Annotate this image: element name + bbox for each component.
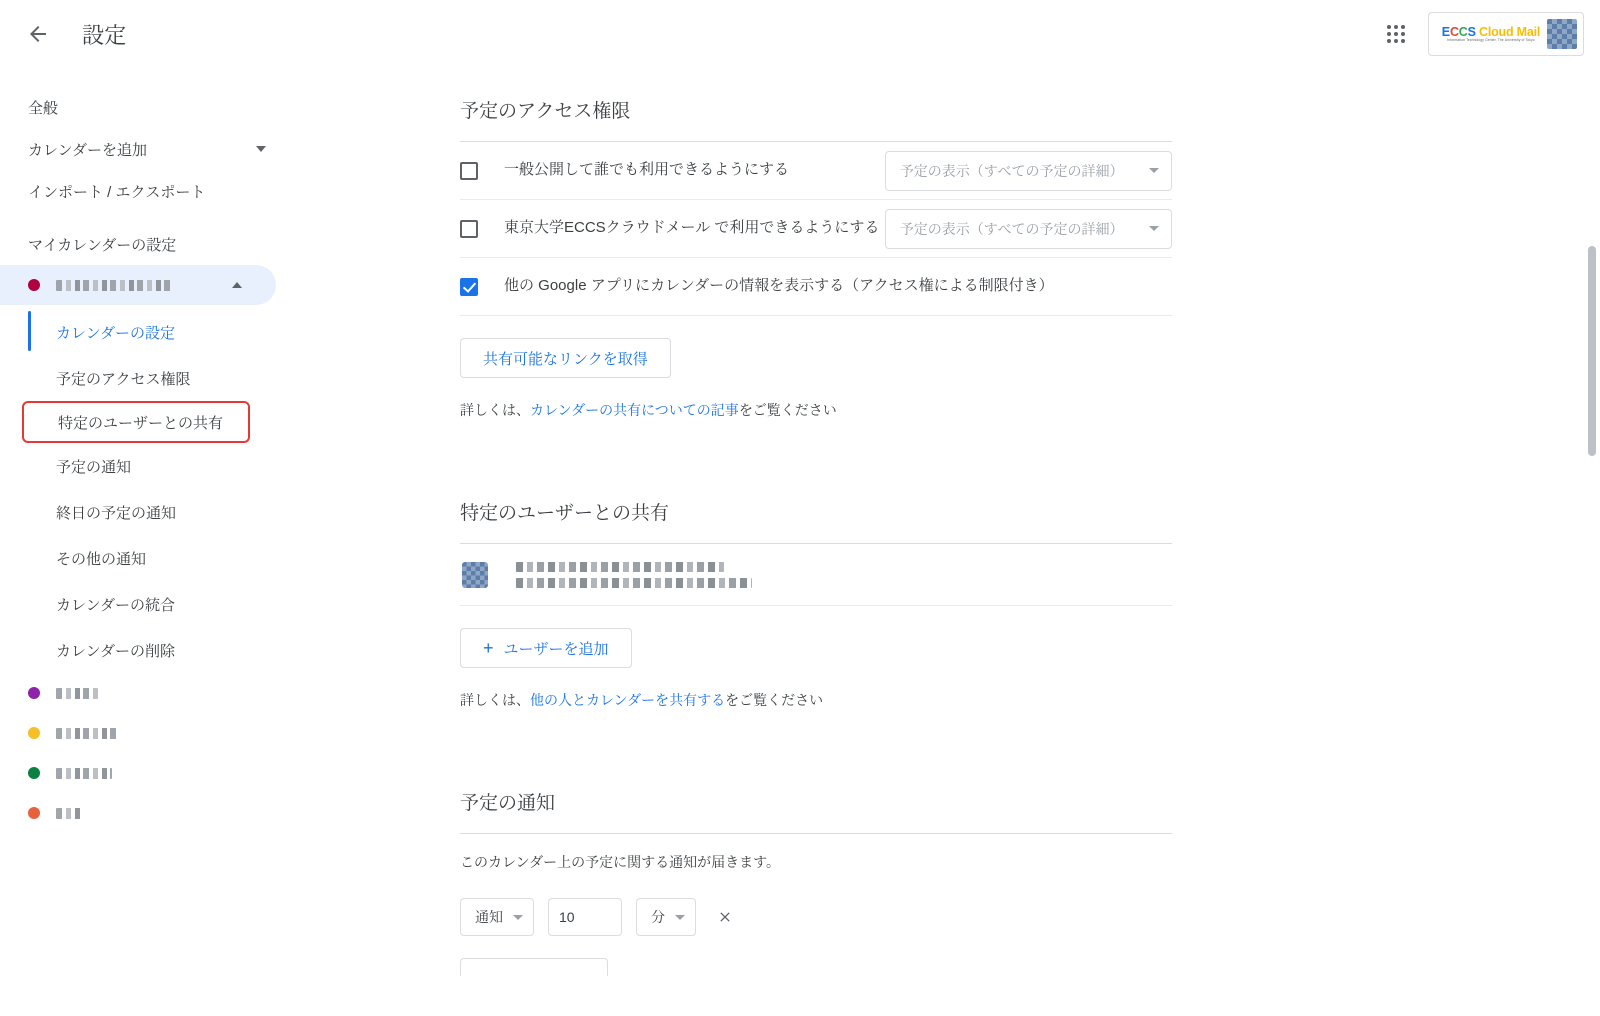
sidebar-item-label: カレンダーの削除 [56,642,176,660]
sidebar-item-all-day-notifications[interactable] [0,489,300,535]
checkbox-make-available-org[interactable] [460,220,478,238]
help-link-calendar-sharing[interactable]: カレンダーの共有についての記事 [530,402,739,418]
bottom-spacer [460,976,1172,1016]
shared-user-row[interactable] [460,544,1172,606]
select-public-visibility[interactable] [885,151,1172,191]
brand-subtitle: Information Technology Center, The University of Tokyo [1447,37,1535,42]
notification-amount-input[interactable] [548,898,622,936]
section-title-specific-users: 特定のユーザーとの共有 [460,503,670,524]
settings-sidebar [0,68,300,906]
notification-row [460,898,1172,936]
sidebar-item-label: カレンダーの設定 [56,324,176,342]
plus-icon: + [483,638,494,658]
google-apps-button[interactable] [1374,12,1418,56]
page-title: 設定 [82,22,127,48]
checkbox-make-public[interactable] [460,162,478,180]
chevron-down-icon [1149,226,1159,231]
sidebar-item-label: 特定のユーザーとの共有 [58,414,224,432]
sidebar-item-label: 終日の予定の通知 [56,504,177,522]
chevron-down-icon [675,915,685,920]
calendar-name-redacted [56,768,112,779]
help-prefix: 詳しくは、 [460,692,530,708]
account-chip[interactable] [1428,12,1584,56]
section-title-access-permissions: 予定のアクセス権限 [460,101,631,122]
chevron-down-icon [1149,168,1159,173]
notifications-description: このカレンダー上の予定に関する通知が届きます。 [460,854,780,870]
scrollbar-thumb[interactable] [1588,246,1596,456]
section-spacer [460,710,1172,774]
avatar[interactable] [1547,19,1577,49]
sidebar-item-calendar-settings[interactable] [0,309,300,355]
sidebar-item-label: 全般 [28,99,59,117]
access-row-label: 一般公開して誰でも利用できるようにする [504,161,790,179]
calendar-color-dot [28,807,40,819]
help-prefix: 詳しくは、 [460,402,530,418]
brand-wordmark: ECCS Cloud Mail [1441,24,1541,39]
sidebar-section-my-calendars: マイカレンダーの設定 [28,237,177,254]
avatar [462,562,488,588]
specific-users-help-text [460,690,1172,710]
checkbox-show-in-google-apps[interactable] [460,278,478,296]
help-link-share-with-others[interactable]: 他の人とカレンダーを共有する [530,692,726,708]
get-shareable-link-button[interactable] [460,338,671,378]
settings-main [300,68,1600,925]
help-suffix: をご覧ください [738,402,837,418]
access-row-public [460,142,1172,200]
sidebar-calendar-other-4[interactable] [0,793,300,833]
select-notification-unit[interactable] [636,898,696,936]
button-label: ユーザーを追加 [503,640,609,658]
settings-content [460,68,1172,1016]
calendar-name-redacted [56,280,174,291]
sidebar-item-label: 予定の通知 [56,458,132,476]
header-right-group [1374,0,1600,68]
sidebar-calendar-other-1[interactable] [0,673,300,713]
app-header [0,0,1600,68]
sidebar-item-label: インポート / エクスポート [28,183,206,201]
access-row-google-apps [460,258,1172,316]
sidebar-item-share-with-specific-people[interactable] [22,401,250,443]
sidebar-item-label: カレンダーの統合 [56,596,176,614]
shared-user-info-redacted [516,562,752,588]
sidebar-item-import-export[interactable] [0,170,300,212]
calendar-name-redacted [56,808,82,819]
access-row-organization [460,200,1172,258]
chevron-down-icon [513,915,523,920]
sidebar-item-event-access[interactable] [0,355,300,401]
access-row-label: 東京大学ECCSクラウドメール で利用できるようにする [504,219,880,237]
add-notification-button-partial[interactable] [460,958,608,976]
help-suffix: をご覧ください [725,692,824,708]
sidebar-item-remove-calendar[interactable] [0,627,300,673]
shared-user-name-redacted [516,562,724,572]
sidebar-calendar-other-3[interactable] [0,753,300,793]
calendar-color-dot [28,767,40,779]
back-button[interactable] [14,10,62,58]
sidebar-item-label: カレンダーを追加 [28,141,148,159]
button-label: 共有可能なリンクを取得 [483,350,648,368]
calendar-name-redacted [56,688,98,699]
apps-grid-icon [1387,25,1405,43]
select-value: 通知 [475,909,503,925]
select-value: 予定の表示（すべての予定の詳細） [899,162,1124,179]
app-body [0,68,1600,925]
calendar-color-dot [28,687,40,699]
section-spacer [460,420,1172,484]
sidebar-item-event-notifications[interactable] [0,443,300,489]
access-row-label: 他の Google アプリにカレンダーの情報を表示する（アクセス権による制限付き） [504,277,1054,295]
shared-user-email-redacted [516,578,752,588]
sidebar-sub-list [0,309,300,673]
arrow-left-icon [26,22,50,46]
remove-notification-button[interactable] [710,902,740,932]
calendar-name-redacted [56,728,118,739]
sidebar-item-add-calendar[interactable] [0,128,300,170]
select-notification-type[interactable] [460,898,534,936]
calendar-color-dot [28,727,40,739]
main-scrollbar[interactable] [1586,68,1598,906]
eccs-cloud-mail-logo [1435,26,1547,42]
chevron-up-icon [232,282,242,288]
chevron-down-icon [256,146,266,152]
add-user-button[interactable] [460,628,632,668]
sidebar-calendar-other-2[interactable] [0,713,300,753]
sidebar-calendar-selected[interactable] [0,265,276,305]
access-help-text [460,400,1172,420]
close-icon [717,909,733,925]
sidebar-item-label: 予定のアクセス権限 [56,370,191,388]
divider [460,833,1172,834]
sidebar-item-label: その他の通知 [56,550,147,568]
sidebar-item-other-notifications[interactable] [0,535,300,581]
sidebar-item-general[interactable] [0,86,300,128]
select-value: 予定の表示（すべての予定の詳細） [899,220,1124,237]
select-value: 分 [651,909,665,925]
calendar-color-dot [28,279,40,291]
sidebar-item-integrate-calendar[interactable] [0,581,300,627]
section-title-event-notifications: 予定の通知 [460,793,556,814]
select-organization-visibility[interactable] [885,209,1172,249]
